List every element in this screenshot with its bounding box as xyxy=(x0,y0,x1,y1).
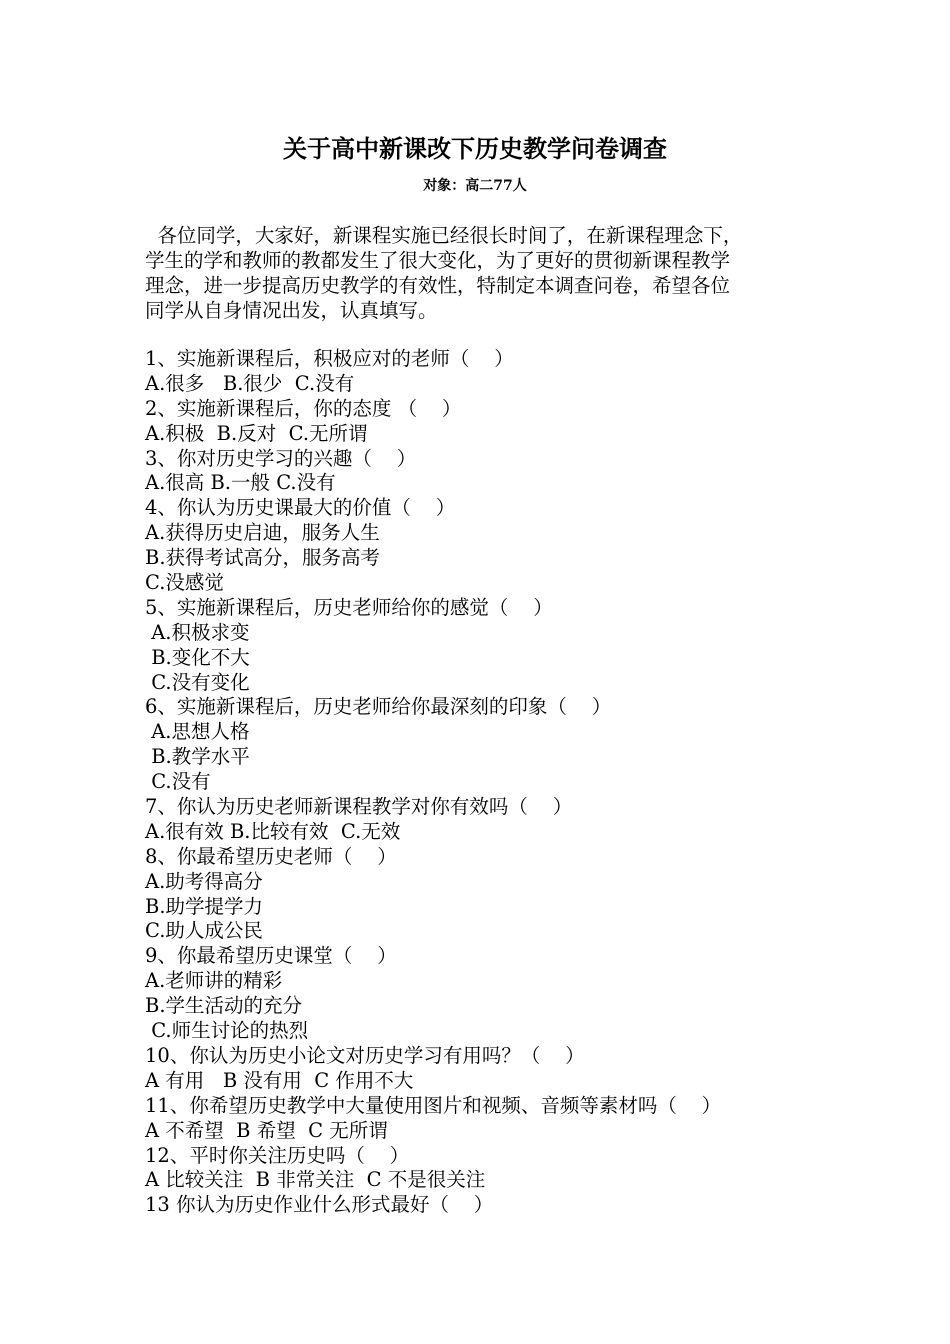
question-text: 8、你最希望历史老师（ ） xyxy=(145,844,397,868)
answer-options: A 不希望 B 希望 C 无所谓 xyxy=(145,1118,388,1142)
intro-line: 同学从自身情况出发，认真填写。 xyxy=(145,299,438,322)
question-text: 13 你认为历史作业什么形式最好（ ） xyxy=(145,1193,494,1217)
answer-option: A.思想人格 xyxy=(145,720,250,744)
question-text: 10、你认为历史小论文对历史学习有用吗？（ ） xyxy=(145,1043,585,1067)
answer-option: C.没有变化 xyxy=(145,670,250,694)
question-text: 7、你认为历史老师新课程教学对你有效吗（ ） xyxy=(145,795,573,819)
answer-options: A.积极 B.反对 C.无所谓 xyxy=(145,421,368,445)
document-subtitle: 对象：高二77人 xyxy=(423,178,527,194)
answer-option: C.没有 xyxy=(145,770,211,794)
answer-options: A.很多 B.很少 C.没有 xyxy=(145,371,355,395)
answer-option: A.老师讲的精彩 xyxy=(145,969,283,993)
intro-paragraph xyxy=(145,223,810,323)
answer-option: C.师生讨论的热烈 xyxy=(145,1019,309,1043)
answer-option: B.变化不大 xyxy=(145,645,250,669)
answer-option: A.积极求变 xyxy=(145,620,250,644)
intro-line: 理念，进一步提高历史教学的有效性，特制定本调查问卷，希望各位 xyxy=(145,274,731,297)
answer-option: C.没感觉 xyxy=(145,571,224,595)
question-list xyxy=(145,347,825,1218)
answer-option: C.助人成公民 xyxy=(145,919,263,943)
answer-options: A 比较关注 B 非常关注 C 不是很关注 xyxy=(145,1168,486,1192)
intro-line: 各位同学，大家好，新课程实施已经很长时间了，在新课程理念下， xyxy=(145,224,743,247)
answer-option: B.获得考试高分，服务高考 xyxy=(145,546,381,570)
answer-options: A.很有效 B.比较有效 C.无效 xyxy=(145,819,401,843)
question-text: 3、你对历史学习的兴趣（ ） xyxy=(145,446,417,470)
question-text: 9、你最希望历史课堂（ ） xyxy=(145,944,397,968)
answer-options: A.很高 B.一般 C.没有 xyxy=(145,471,336,495)
answer-option: A.助考得高分 xyxy=(145,869,263,893)
intro-line: 学生的学和教师的教都发生了很大变化，为了更好的贯彻新课程教学 xyxy=(145,249,731,272)
answer-option: A.获得历史启迪，服务人生 xyxy=(145,521,380,545)
question-text: 6、实施新课程后，历史老师给你最深刻的印象（ ） xyxy=(145,695,612,719)
question-text: 12、平时你关注历史吗（ ） xyxy=(145,1143,410,1167)
question-text: 4、你认为历史课最大的价值（ ） xyxy=(145,496,456,520)
question-text: 1、实施新课程后，积极应对的老师（ ） xyxy=(145,347,514,370)
answer-options: A 有用 B 没有用 C 作用不大 xyxy=(145,1068,414,1092)
answer-option: B.学生活动的充分 xyxy=(145,994,303,1018)
question-text: 11、你希望历史教学中大量使用图片和视频、音频等素材吗（ ） xyxy=(145,1093,722,1117)
document-title: 关于高中新课改下历史教学问卷调查 xyxy=(283,134,667,163)
answer-option: B.教学水平 xyxy=(145,745,250,769)
question-text: 2、实施新课程后，你的态度 （ ） xyxy=(145,396,462,420)
question-text: 5、实施新课程后，历史老师给你的感觉（ ） xyxy=(145,595,553,619)
answer-option: B.助学提学力 xyxy=(145,894,264,918)
